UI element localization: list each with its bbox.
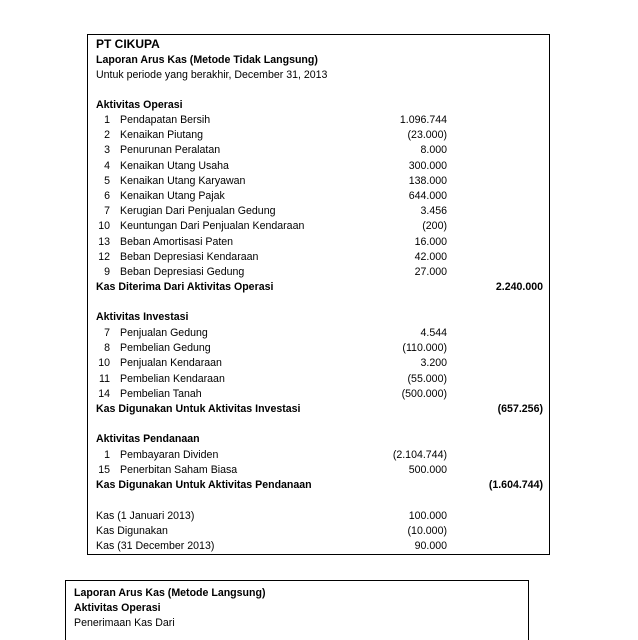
report-period: Untuk periode yang berakhir, December 31, 2013 (96, 69, 328, 81)
line-label: Kenaikan Utang Pajak (120, 190, 225, 202)
report2-heading: Aktivitas Operasi (74, 602, 161, 614)
line-value: (500.000) (401, 387, 447, 400)
investing-total: Kas Digunakan Untuk Aktivitas Investasi (657.256) (96, 403, 543, 415)
line-label: Beban Depresiasi Gedung (120, 266, 245, 278)
line-value: 138.000 (408, 174, 447, 187)
line-label: Kenaikan Utang Usaha (120, 159, 229, 172)
line-item (88, 372, 549, 387)
line-label: Penjualan Kendaraan (120, 357, 222, 370)
line-value: 8.000 (420, 144, 447, 157)
line-item (88, 143, 549, 158)
line-value: (10.000) (407, 525, 447, 538)
line-number: 7 (104, 327, 110, 339)
line-number: 7 (104, 205, 110, 218)
line-number: 10 (98, 220, 110, 233)
line-label: Kenaikan Utang Karyawan (120, 174, 246, 187)
line-label: Kenaikan Piutang (120, 129, 204, 142)
line-item (88, 189, 549, 204)
report2-sub: Penerimaan Kas Dari (74, 617, 175, 629)
line-label: Pembelian Tanah (120, 387, 202, 400)
line-value: 100.000 (408, 510, 447, 522)
investing-heading: Aktivitas Investasi (96, 311, 189, 323)
line-value: 300.000 (408, 159, 447, 172)
report2-title: Laporan Arus Kas (Metode Langsung) (74, 587, 266, 599)
line-number: 14 (98, 387, 110, 400)
line-value: 16.000 (414, 235, 447, 248)
line-label: Keuntungan Dari Penjualan Kendaraan (120, 220, 305, 233)
line-number: 1 (104, 449, 110, 461)
line-item (88, 463, 549, 478)
line-item (88, 341, 549, 356)
line-item (88, 159, 549, 174)
line-value: 3.200 (420, 357, 447, 370)
line-label: Kas (1 Januari 2013) (96, 510, 195, 522)
line-value: (200) (422, 220, 447, 233)
line-value: (55.000) (407, 372, 447, 385)
line-label: Pembelian Kendaraan (120, 372, 225, 385)
line-label: Beban Amortisasi Paten (120, 235, 234, 248)
line-item (88, 235, 549, 250)
operating-total: Kas Diterima Dari Aktivitas Operasi 2.240.000 (96, 281, 543, 293)
line-value: (110.000) (402, 342, 447, 355)
line-label: Beban Depresiasi Kendaraan (120, 250, 259, 263)
financing-heading: Aktivitas Pendanaan (96, 433, 200, 445)
line-label: Pembayaran Dividen (120, 449, 219, 461)
line-value: 3.456 (420, 205, 447, 218)
line-number: 11 (99, 372, 110, 385)
report-title: Laporan Arus Kas (Metode Tidak Langsung) (96, 54, 318, 66)
line-number: 8 (104, 342, 110, 355)
line-number: 10 (98, 357, 110, 370)
line-item (88, 250, 549, 265)
line-label: Pendapatan Bersih (120, 114, 211, 126)
line-item (88, 387, 549, 402)
line-label: Penerbitan Saham Biasa (120, 464, 238, 477)
line-item (88, 128, 549, 143)
cash-line (88, 509, 549, 524)
line-value: 4.544 (420, 327, 447, 339)
line-label: Kas Digunakan (96, 525, 168, 538)
line-item (88, 265, 549, 280)
line-item (88, 326, 549, 341)
cash-line (88, 524, 549, 539)
line-value: 500.000 (408, 464, 447, 477)
line-value: (2.104.744) (392, 449, 447, 461)
line-label: Penurunan Peralatan (120, 144, 221, 157)
line-item (88, 204, 549, 219)
line-item (88, 113, 549, 128)
line-label: Pembelian Gedung (120, 342, 211, 355)
line-label: Kerugian Dari Penjualan Gedung (120, 205, 276, 218)
line-number: 13 (98, 235, 110, 248)
company-name: PT CIKUPA (96, 37, 160, 51)
line-value: 27.000 (414, 266, 447, 278)
line-number: 9 (104, 266, 110, 278)
line-number: 2 (104, 129, 110, 142)
line-number: 3 (104, 144, 110, 157)
line-label: Kas (31 December 2013) (96, 540, 215, 553)
cash-line (88, 539, 549, 554)
line-number: 15 (98, 464, 110, 477)
line-value: 42.000 (414, 250, 447, 263)
line-number: 6 (104, 190, 110, 202)
line-value: 1.096.744 (399, 114, 447, 126)
line-item (88, 174, 549, 189)
operating-heading: Aktivitas Operasi (96, 99, 183, 111)
line-item (88, 219, 549, 234)
line-value: 644.000 (408, 190, 447, 202)
line-item (88, 356, 549, 371)
line-value: (23.000) (407, 129, 447, 142)
cash-flow-indirect-sheet (87, 34, 550, 555)
line-value: 90.000 (414, 540, 447, 553)
line-label: Penjualan Gedung (120, 327, 208, 339)
line-number: 12 (98, 250, 110, 263)
cash-flow-direct-sheet (65, 580, 529, 640)
line-number: 4 (104, 159, 110, 172)
line-number: 5 (104, 174, 110, 187)
line-number: 1 (104, 114, 110, 126)
financing-total: Kas Digunakan Untuk Aktivitas Pendanaan (1.604.744) (96, 479, 543, 491)
line-item (88, 448, 549, 463)
